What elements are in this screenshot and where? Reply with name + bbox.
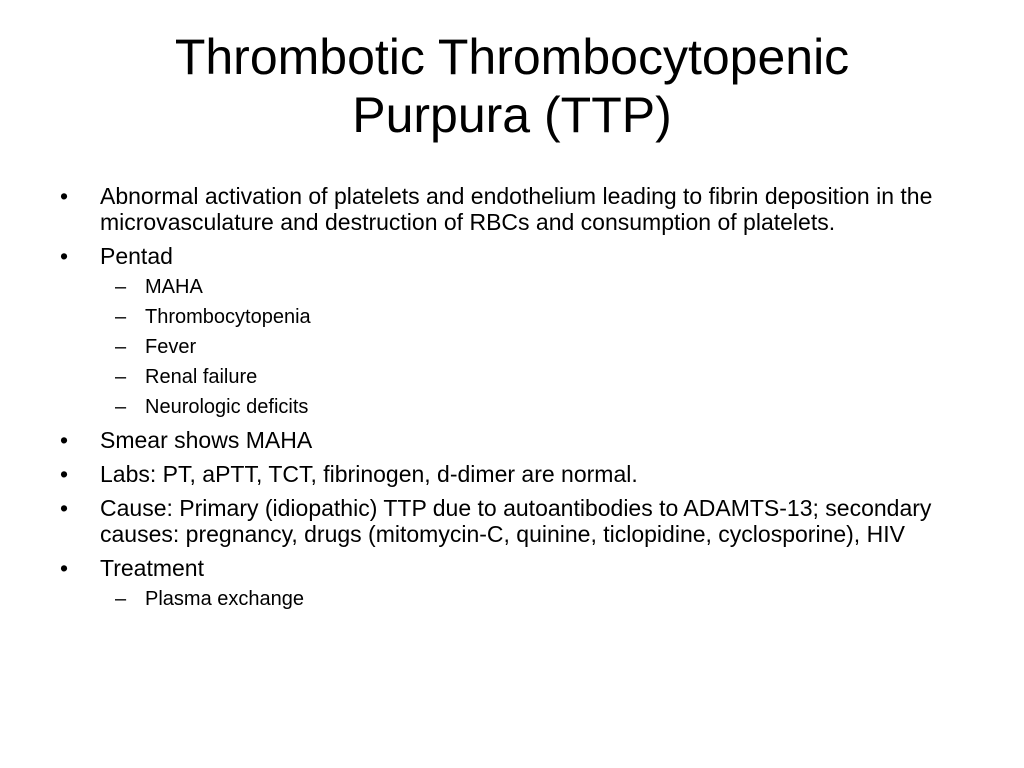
bullet-icon: •	[60, 495, 69, 521]
pentad-sub-list	[100, 275, 960, 419]
treatment-sub-list	[100, 587, 960, 611]
dash-icon: –	[115, 366, 127, 388]
bullet-text: Cause: Primary (idiopathic) TTP due to autoantibodies to ADAMTS-13; secondary causes: pregnancy, drugs (mitomycin-C, quinine, ticlopidine, cyclosporine), HIV	[100, 495, 932, 547]
bullet-item-cause	[60, 495, 960, 547]
sub-item-text: Thrombocytopenia	[145, 306, 311, 328]
bullet-icon: •	[60, 243, 69, 269]
bullet-list	[60, 183, 960, 619]
bullet-text: Smear shows MAHA	[100, 427, 313, 453]
slide-title	[0, 28, 1024, 144]
bullet-item-pentad	[60, 243, 960, 419]
sub-item-text: Neurologic deficits	[145, 396, 309, 418]
dash-icon: –	[115, 588, 127, 610]
bullet-item-treatment	[60, 555, 960, 611]
bullet-item-smear	[60, 427, 960, 453]
sub-item	[100, 275, 960, 299]
bullet-item-labs	[60, 461, 960, 487]
bullet-icon: •	[60, 427, 69, 453]
bullet-item-definition	[60, 183, 960, 235]
sub-item-text: Plasma exchange	[145, 588, 304, 610]
bullet-icon: •	[60, 183, 69, 209]
bullet-icon: •	[60, 461, 69, 487]
dash-icon: –	[115, 396, 127, 418]
dash-icon: –	[115, 306, 127, 328]
bullet-icon: •	[60, 555, 69, 581]
sub-item	[100, 395, 960, 419]
sub-item-text: MAHA	[145, 276, 203, 298]
sub-item	[100, 335, 960, 359]
bullet-text: Pentad	[100, 243, 173, 269]
title-line-2: Purpura (TTP)	[352, 87, 672, 143]
bullet-text: Treatment	[100, 555, 204, 581]
bullet-text: Labs: PT, aPTT, TCT, fibrinogen, d-dimer are normal.	[100, 461, 638, 487]
dash-icon: –	[115, 276, 127, 298]
sub-item	[100, 305, 960, 329]
dash-icon: –	[115, 336, 127, 358]
title-line-1: Thrombotic Thrombocytopenic	[174, 29, 850, 85]
bullet-text: Abnormal activation of platelets and endothelium leading to fibrin deposition in the microvasculature and destruction of RBCs and consumption of platelets.	[100, 183, 933, 235]
sub-item	[100, 365, 960, 389]
sub-item-text: Fever	[145, 336, 197, 358]
sub-item	[100, 587, 960, 611]
sub-item-text: Renal failure	[145, 366, 258, 388]
